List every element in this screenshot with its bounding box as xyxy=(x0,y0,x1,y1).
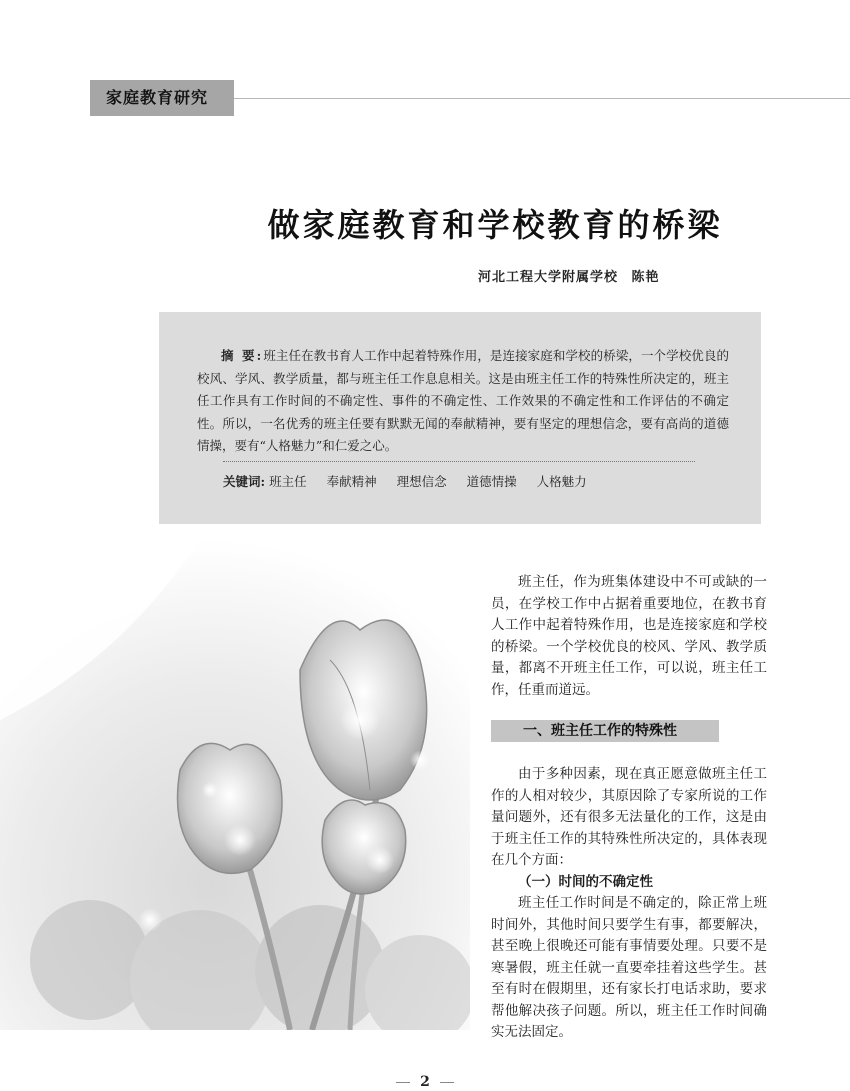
header-rule xyxy=(234,98,850,99)
subsection-heading: （一）时间的不确定性 xyxy=(518,873,653,890)
intro-paragraph-block xyxy=(491,572,767,701)
article-title: 做家庭教育和学校教育的桥梁 xyxy=(267,206,723,244)
section-tag: 家庭教育研究 xyxy=(90,80,234,116)
section-body xyxy=(491,764,767,1044)
footer-dash-left xyxy=(396,1082,410,1083)
footer-dash-right xyxy=(440,1082,454,1083)
keyword: 道德情操 xyxy=(466,474,517,489)
section-paragraph: 由于多种因素，现在真正愿意做班主任工作的人相对较少，其原因除了专家所说的工作量问题外，还有很多无法量化的工作，这是由于班主任工作的其特殊性所决定的，具体表现在几个方面： xyxy=(491,766,767,868)
abstract-body: 班主任在教书育人工作中起着特殊作用，是连接家庭和学校的桥梁，一个学校优良的校风、学风、教学质量，都与班主任工作息息相关。这是由班主任工作的特殊性所决定的，班主任工作具有工作时间的不确定性、事件的不确定性、工作效果的不确定性和工作评估的不确定性。所以，一名优秀的班主任要有默默无闻的奉献精神，要有坚定的理想信念，要有高尚的道德情操，要有“人格魅力”和仁爱之心。 xyxy=(197,348,729,453)
page-footer xyxy=(0,1074,850,1090)
tulip-illustration xyxy=(0,540,470,1030)
keyword: 奉献精神 xyxy=(326,474,377,489)
keywords-line xyxy=(223,472,603,490)
intro-paragraph: 班主任，作为班集体建设中不可或缺的一员，在学校工作中占据着重要地位，在教书育人工作中起着特殊作用，也是连接家庭和学校的桥梁。一个学校优良的校风、学风、教学质量，都离不开班主任工作，可以说，班主任工作，任重而道远。 xyxy=(491,574,767,698)
keywords-label: 关键词: xyxy=(223,474,266,489)
abstract-box xyxy=(159,312,761,524)
keyword: 班主任 xyxy=(269,474,307,489)
abstract-divider xyxy=(223,461,695,462)
keyword: 人格魅力 xyxy=(536,474,587,489)
page-number: 2 xyxy=(420,1074,430,1090)
keyword: 理想信念 xyxy=(396,474,447,489)
subsection-paragraph: 班主任工作时间是不确定的，除正常上班时间外，其他时间只要学生有事，都要解决，甚至晚上很晚还可能有事情要处理。只要不是寒暑假，班主任就一直要牵挂着这些学生。甚至有时在假期里，还有家长打电话求助，要求帮他解决孩子问题。所以，班主任工作时间确实无法固定。 xyxy=(491,895,767,1040)
article-byline: 河北工程大学附属学校 陈艳 xyxy=(478,270,660,285)
section-heading: 一、班主任工作的特殊性 xyxy=(491,720,719,742)
abstract-text xyxy=(197,345,729,458)
abstract-label: 摘 要: xyxy=(221,348,264,363)
